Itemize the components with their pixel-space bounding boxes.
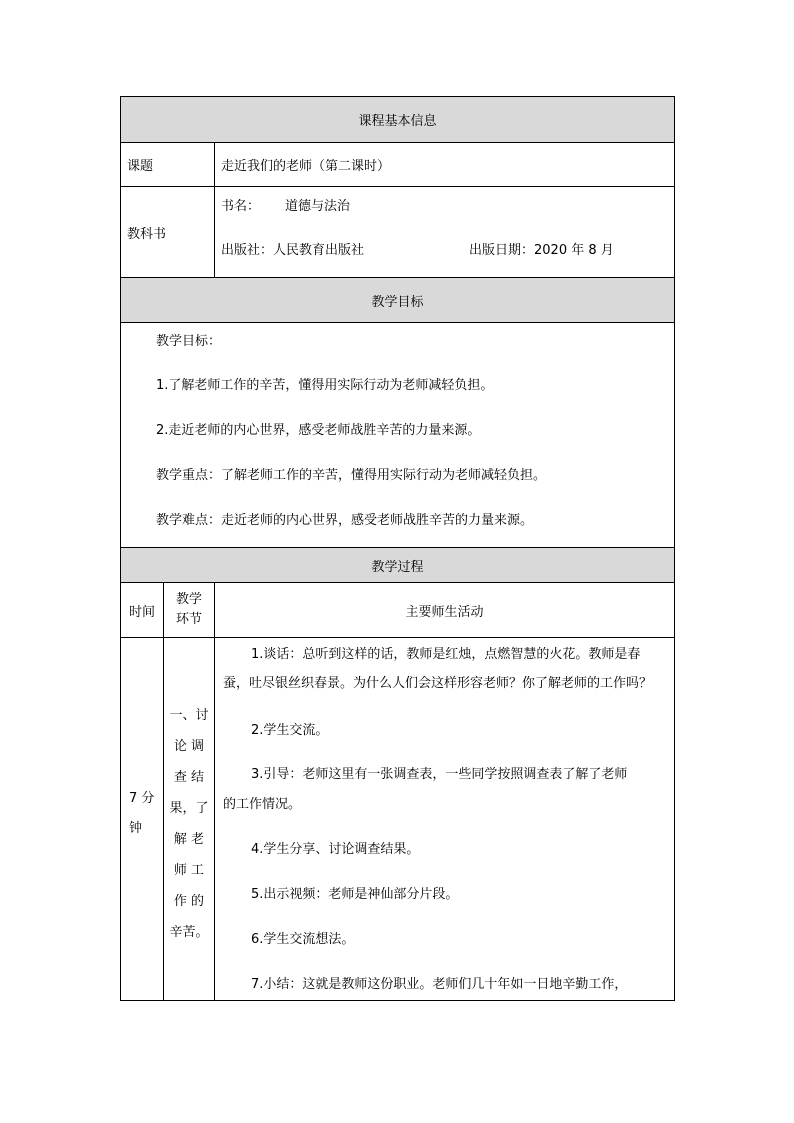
activity-column-header xyxy=(215,583,675,638)
time-value-1: 7 分 xyxy=(129,791,155,806)
objectives-body xyxy=(121,323,675,548)
activity-line: 2.学生交流。 xyxy=(251,723,329,738)
lesson-plan-table xyxy=(120,96,675,1001)
activity-line: 的工作情况。 xyxy=(223,797,302,812)
process-header-text: 教学过程 xyxy=(371,559,424,575)
activity-line: 蚕，吐尽银丝织春景。为什么人们会这样形容老师？你了解老师的工作吗？ xyxy=(223,676,653,691)
activity-cell xyxy=(215,638,675,1001)
time-value-2: 钟 xyxy=(129,821,143,836)
stage-line: 查 结 xyxy=(173,770,205,785)
stage-cell xyxy=(164,638,215,1001)
topic-label-cell xyxy=(121,143,215,187)
stage-line: 一、讨 xyxy=(169,708,209,723)
activity-line: 5.出示视频：老师是神仙部分片段。 xyxy=(251,887,459,902)
basic-info-header xyxy=(121,97,675,143)
stage-line: 果，了 xyxy=(169,801,209,816)
topic-value: 走近我们的老师（第二课时） xyxy=(221,159,391,174)
topic-label: 课题 xyxy=(127,159,154,174)
objective-2: 2.走近老师的内心世界，感受老师战胜辛苦的力量来源。 xyxy=(156,423,481,438)
basic-info-header-text: 课程基本信息 xyxy=(358,114,437,129)
activity-line: 7.小结：这就是教师这份职业。老师们几十年如一日地辛勤工作， xyxy=(251,977,628,992)
textbook-value-cell xyxy=(215,187,675,278)
stage-line: 辛苦。 xyxy=(169,925,209,940)
key-point: 教学重点：了解老师工作的辛苦，懂得用实际行动为老师减轻负担。 xyxy=(156,468,547,483)
textbook-label: 教科书 xyxy=(127,226,167,242)
difficult-point: 教学难点：走近老师的内心世界，感受老师战胜辛苦的力量来源。 xyxy=(156,513,534,528)
stage-line: 师 工 xyxy=(173,863,205,878)
time-column-header xyxy=(121,583,164,638)
book-name-label: 书名： xyxy=(221,199,261,214)
topic-value-cell xyxy=(215,143,675,187)
activity-line: 1.谈话：总听到这样的话，教师是红烛，点燃智慧的火花。教师是春 xyxy=(251,647,641,662)
activity-column-label: 主要师生活动 xyxy=(405,604,484,620)
stage-line: 作 的 xyxy=(173,894,205,909)
activity-line: 4.学生分享、讨论调查结果。 xyxy=(251,842,420,857)
publisher: 出版社：人民教育出版社 xyxy=(221,243,365,258)
objective-1: 1.了解老师工作的辛苦，懂得用实际行动为老师减轻负担。 xyxy=(156,378,494,393)
stage-column-header xyxy=(164,583,215,638)
stage-line: 论 调 xyxy=(173,739,205,754)
publish-date: 出版日期：2020 年 8 月 xyxy=(469,243,614,258)
process-header xyxy=(121,548,675,583)
textbook-label-cell xyxy=(121,187,215,278)
time-column-label: 时间 xyxy=(128,604,155,620)
stage-column-label-2: 环节 xyxy=(175,612,202,627)
stage-line: 解 老 xyxy=(173,832,205,847)
activity-line: 6.学生交流想法。 xyxy=(251,932,355,947)
stage-column-label-1: 教学 xyxy=(175,592,202,607)
time-cell xyxy=(121,638,164,1001)
activity-line: 3.引导：老师这里有一张调查表，一些同学按照调查表了解了老师 xyxy=(251,767,628,782)
book-name-value: 道德与法治 xyxy=(285,199,351,214)
objectives-title: 教学目标： xyxy=(156,334,222,349)
objectives-header-text: 教学目标 xyxy=(371,294,424,310)
objectives-header xyxy=(121,278,675,323)
